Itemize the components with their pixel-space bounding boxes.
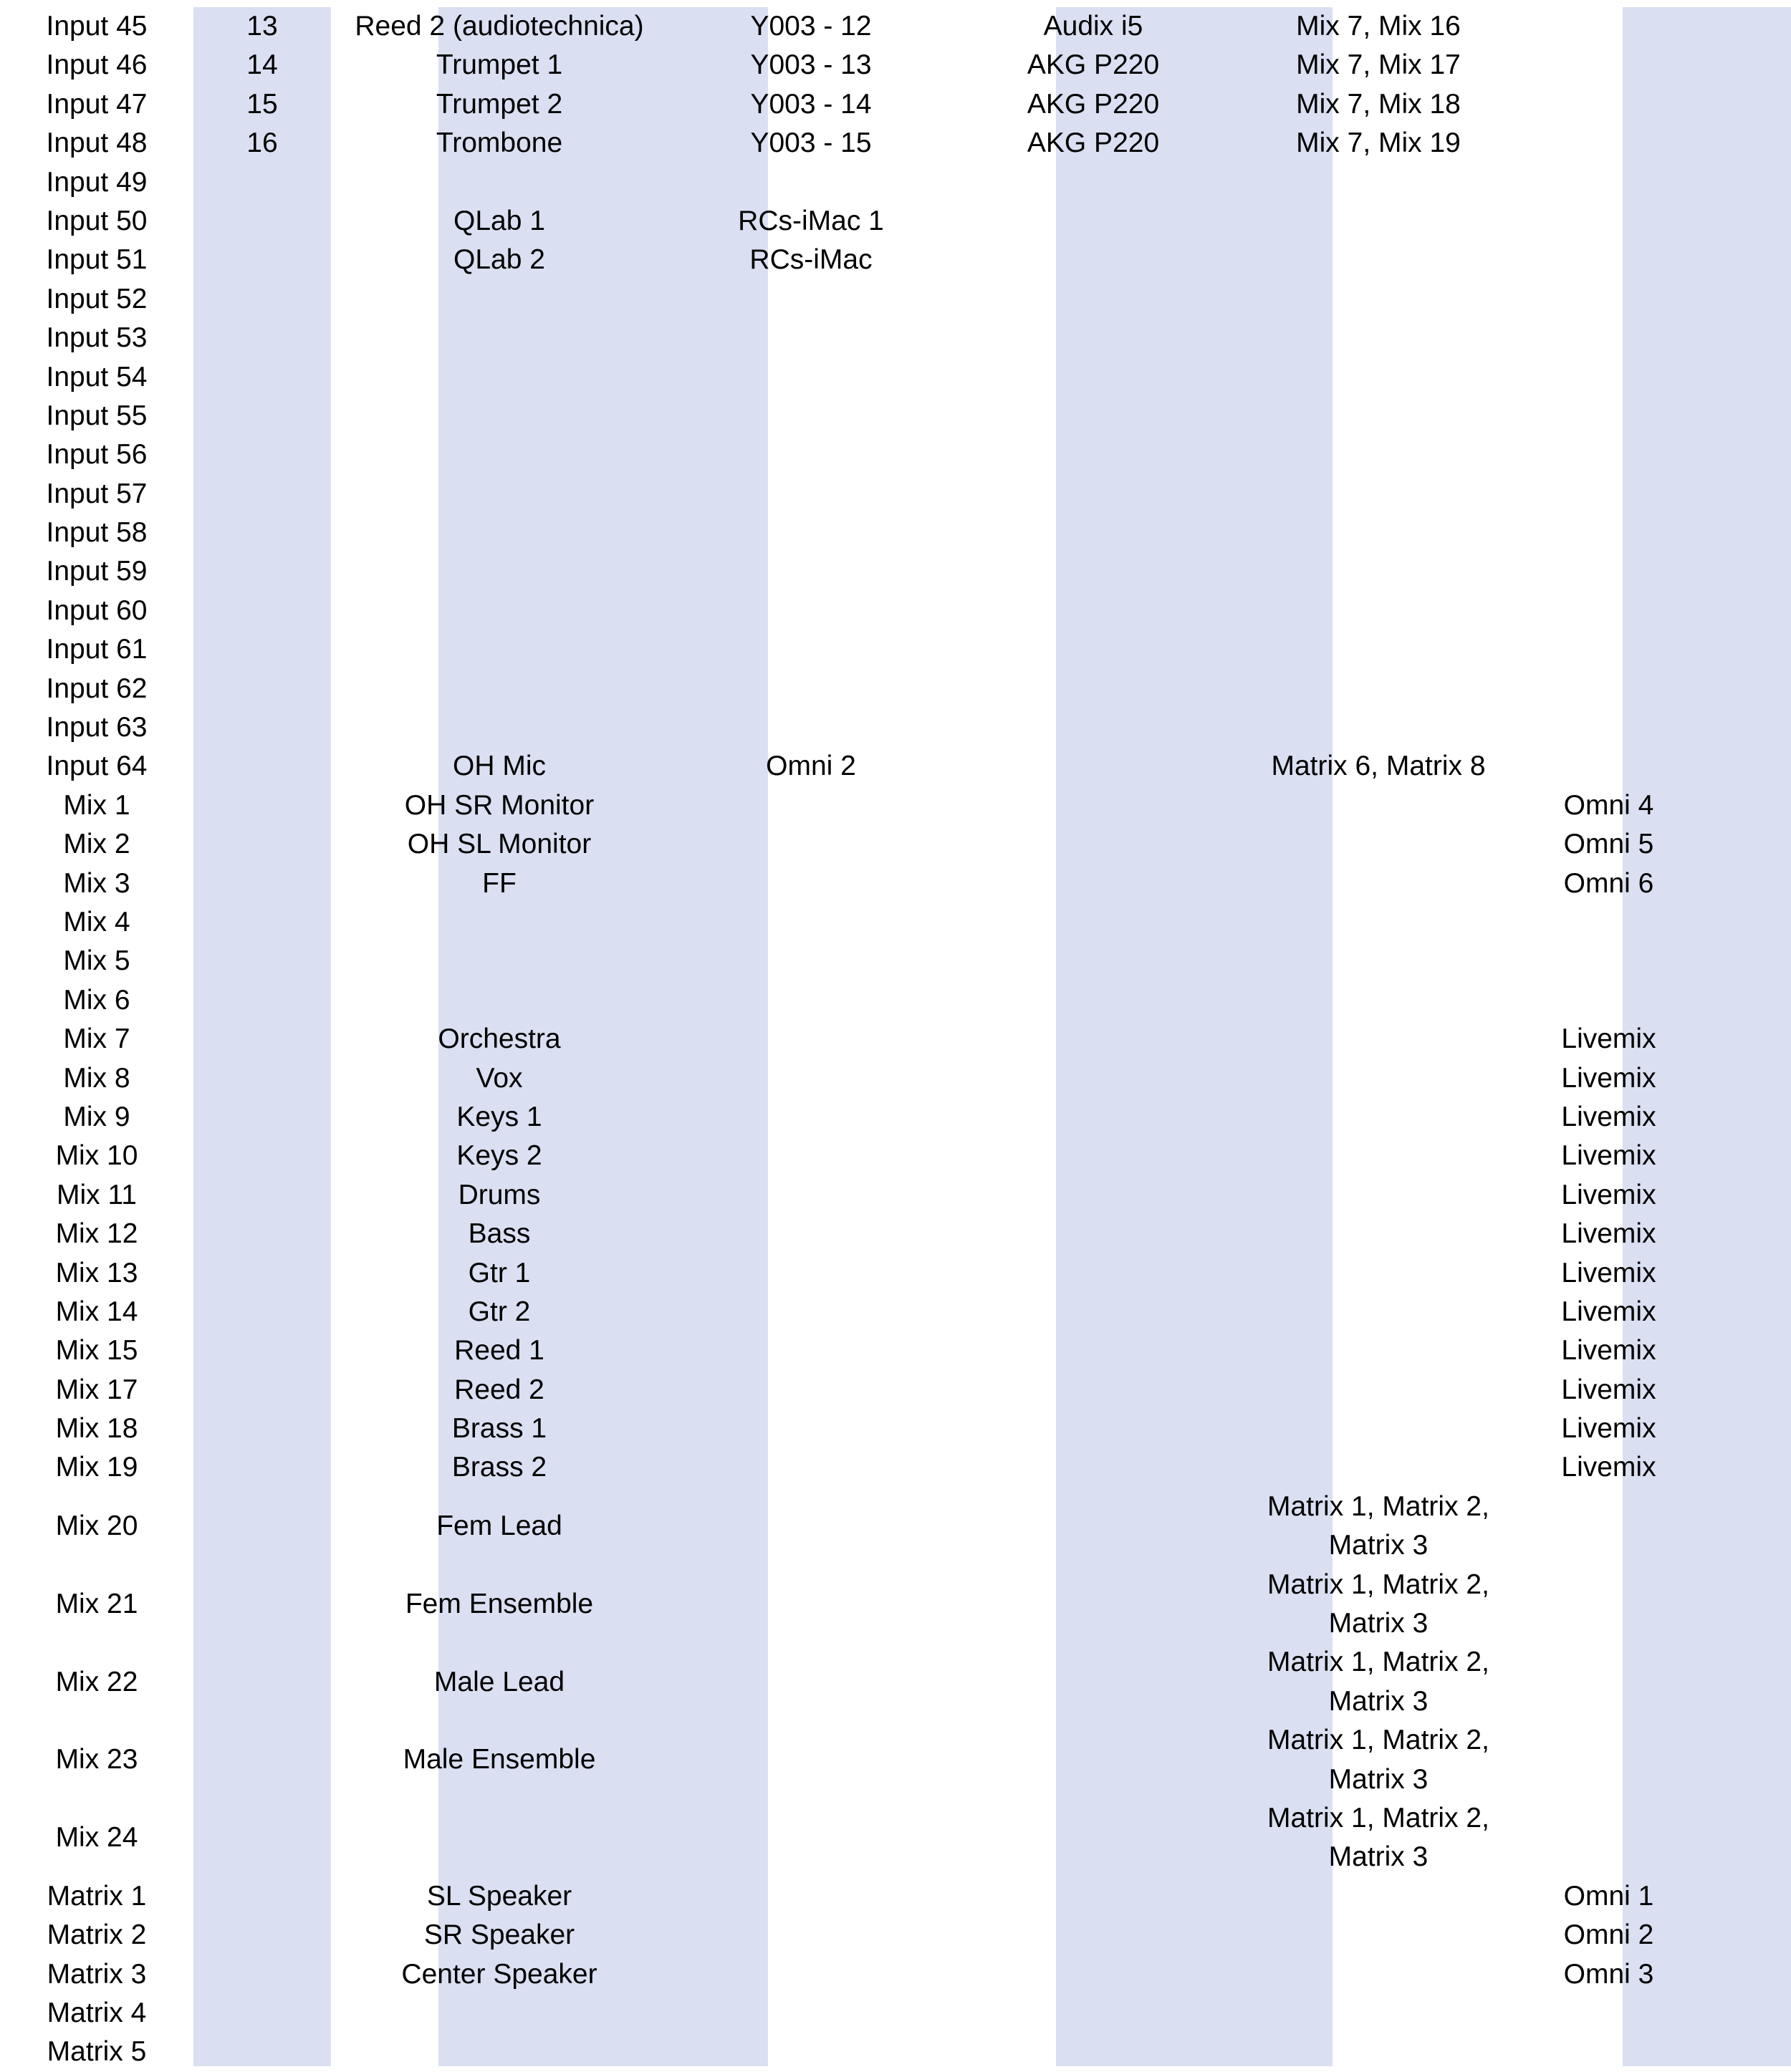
cell-output[interactable]: Livemix (1561, 1179, 1656, 1210)
cell-mic[interactable]: AKG P220 (1027, 127, 1160, 159)
cell-name[interactable]: Vox (476, 1062, 523, 1094)
cell-channel[interactable]: Mix 4 (63, 906, 130, 938)
cell-output[interactable]: Livemix (1561, 1296, 1656, 1327)
cell-name[interactable]: OH SL Monitor (407, 829, 592, 860)
table-row (0, 319, 1791, 357)
table-row (0, 981, 1791, 1020)
table-row (0, 1916, 1791, 1955)
cell-name[interactable]: SR Speaker (423, 1919, 575, 1951)
cell-channel[interactable]: Input 45 (46, 11, 148, 42)
table-row (0, 630, 1791, 669)
table-row (0, 1215, 1791, 1253)
table-row (0, 46, 1791, 85)
cell-name[interactable]: QLab 2 (453, 244, 545, 276)
cell-source[interactable]: Y003 - 15 (750, 127, 872, 159)
cell-channel[interactable]: Mix 5 (63, 945, 130, 977)
cell-channel[interactable]: Mix 14 (55, 1296, 138, 1327)
cell-channel[interactable]: Input 57 (46, 478, 148, 509)
cell-sends[interactable]: Matrix 1, Matrix 2, Matrix 3 (1267, 1725, 1489, 1795)
table-row (0, 552, 1791, 591)
cell-output[interactable]: Omni 2 (1563, 1919, 1654, 1951)
table-row (0, 1254, 1791, 1293)
cell-channel[interactable]: Input 53 (46, 322, 148, 354)
cell-name[interactable]: Center Speaker (401, 1958, 597, 1990)
cell-channel[interactable]: Mix 13 (55, 1257, 138, 1288)
cell-num[interactable]: 16 (246, 127, 278, 159)
cell-channel[interactable]: Matrix 5 (47, 2036, 147, 2068)
table-row (0, 1293, 1791, 1331)
cell-name[interactable]: Keys 1 (456, 1101, 542, 1132)
cell-channel[interactable]: Input 46 (46, 49, 148, 81)
cell-output[interactable]: Livemix (1561, 1257, 1656, 1288)
table-row (0, 1994, 1791, 2033)
table-row (0, 1137, 1791, 1175)
cell-output[interactable]: Livemix (1561, 1062, 1656, 1094)
cell-name[interactable]: Male Lead (433, 1666, 565, 1697)
cell-output[interactable]: Omni 3 (1563, 1958, 1654, 1990)
cell-output[interactable]: Livemix (1561, 1101, 1656, 1132)
cell-sends[interactable]: Mix 7, Mix 16 (1296, 11, 1461, 42)
table-row (0, 397, 1791, 435)
cell-num[interactable]: 13 (246, 11, 278, 42)
cell-channel[interactable]: Matrix 1 (47, 1880, 147, 1912)
cell-sends[interactable]: Matrix 1, Matrix 2, Matrix 3 (1267, 1569, 1489, 1639)
cell-channel[interactable]: Input 62 (46, 673, 148, 704)
cell-mic[interactable]: AKG P220 (1027, 88, 1160, 120)
cell-name[interactable]: SL Speaker (426, 1880, 572, 1912)
cell-channel[interactable]: Mix 15 (55, 1335, 138, 1367)
cell-output[interactable]: Livemix (1561, 1374, 1656, 1405)
table-row (0, 592, 1791, 630)
cell-channel[interactable]: Input 63 (46, 712, 148, 743)
cell-output[interactable]: Livemix (1561, 1335, 1656, 1367)
cell-channel[interactable]: Input 55 (46, 400, 148, 431)
cell-output[interactable]: Omni 6 (1563, 867, 1654, 899)
cell-channel[interactable]: Matrix 3 (47, 1958, 147, 1990)
table-row (0, 7, 1791, 46)
cell-channel[interactable]: Input 50 (46, 205, 148, 236)
cell-name[interactable]: Gtr 2 (468, 1296, 531, 1327)
cell-name[interactable]: FF (482, 867, 517, 899)
cell-source[interactable]: Y003 - 14 (750, 88, 872, 120)
cell-name[interactable]: Trombone (436, 127, 563, 159)
cell-channel[interactable]: Mix 17 (55, 1374, 138, 1405)
cell-channel[interactable]: Mix 8 (63, 1062, 130, 1094)
table-row (0, 1488, 1791, 1566)
cell-channel[interactable]: Matrix 2 (47, 1919, 147, 1951)
table-row (0, 1721, 1791, 1799)
cell-name[interactable]: Bass (468, 1218, 531, 1250)
cell-channel[interactable]: Input 58 (46, 517, 148, 549)
table-row (0, 864, 1791, 903)
table-row (0, 475, 1791, 514)
table-row (0, 241, 1791, 279)
cell-output[interactable]: Livemix (1561, 1452, 1656, 1483)
cell-name[interactable]: OH SR Monitor (404, 789, 595, 821)
cell-output[interactable]: Omni 4 (1563, 789, 1654, 821)
cell-output[interactable]: Livemix (1561, 1140, 1656, 1172)
cell-name[interactable]: Reed 2 (audiotechnica) (355, 11, 644, 42)
cell-channel[interactable]: Input 51 (46, 244, 148, 276)
cell-source[interactable]: Y003 - 12 (750, 11, 872, 42)
cell-channel[interactable]: Mix 11 (57, 1179, 137, 1210)
table-row (0, 1448, 1791, 1487)
table-row (0, 786, 1791, 825)
cell-name[interactable]: Reed 2 (454, 1374, 544, 1405)
cell-channel[interactable]: Mix 2 (63, 829, 130, 860)
table-row (0, 1059, 1791, 1098)
cell-channel[interactable]: Mix 10 (55, 1140, 138, 1172)
table-row (0, 747, 1791, 786)
cell-channel[interactable]: Mix 19 (55, 1452, 138, 1483)
cell-channel[interactable]: Input 48 (46, 127, 148, 159)
cell-channel[interactable]: Input 47 (46, 88, 148, 120)
cell-sends[interactable]: Matrix 1, Matrix 2, Matrix 3 (1267, 1647, 1489, 1717)
cell-sends[interactable]: Matrix 1, Matrix 2, Matrix 3 (1267, 1803, 1489, 1873)
cell-channel[interactable]: Mix 9 (63, 1101, 130, 1132)
cell-name[interactable]: Trumpet 1 (436, 49, 563, 81)
cell-name[interactable]: Trumpet 2 (436, 88, 563, 120)
table-row (0, 670, 1791, 708)
cell-channel[interactable]: Mix 18 (55, 1413, 138, 1445)
cell-name[interactable]: Drums (458, 1179, 541, 1210)
table-row (0, 1566, 1791, 1644)
cell-channel[interactable]: Input 49 (46, 166, 148, 198)
cell-channel[interactable]: Input 59 (46, 556, 148, 587)
table-row (0, 1371, 1791, 1410)
table-row (0, 124, 1791, 163)
table-row (0, 708, 1791, 747)
cell-name[interactable]: Brass 1 (451, 1413, 547, 1445)
table-row (0, 358, 1791, 397)
cell-channel[interactable]: Mix 3 (63, 867, 130, 899)
cell-channel[interactable]: Input 60 (46, 594, 148, 626)
cell-num[interactable]: 14 (246, 49, 278, 81)
cell-sends[interactable]: Mix 7, Mix 19 (1296, 127, 1461, 159)
cell-num[interactable]: 15 (246, 88, 278, 120)
cell-source[interactable]: Omni 2 (766, 751, 856, 782)
table-row (0, 1955, 1791, 1994)
table-row (0, 1098, 1791, 1137)
table-row (0, 1331, 1791, 1370)
cell-output[interactable]: Omni 5 (1563, 829, 1654, 860)
cell-name[interactable]: Brass 2 (451, 1452, 547, 1483)
cell-channel[interactable]: Mix 24 (55, 1822, 138, 1854)
table-row (0, 1643, 1791, 1721)
table-row (0, 903, 1791, 942)
cell-source[interactable]: RCs-iMac 1 (738, 205, 884, 236)
cell-name[interactable]: QLab 1 (453, 205, 545, 236)
cell-channel[interactable]: Mix 22 (55, 1666, 138, 1697)
table-row (0, 1799, 1791, 1877)
cell-name[interactable]: Orchestra (438, 1023, 561, 1055)
table-row (0, 202, 1791, 241)
table-row (0, 85, 1791, 124)
table-row (0, 1176, 1791, 1215)
cell-channel[interactable]: Input 64 (46, 751, 148, 782)
cell-channel[interactable]: Input 52 (46, 283, 148, 314)
cell-mic[interactable]: Audix i5 (1043, 11, 1143, 42)
cell-sends[interactable]: Mix 7, Mix 18 (1296, 88, 1461, 120)
table-row (0, 280, 1791, 319)
cell-output[interactable]: Livemix (1561, 1218, 1656, 1250)
cell-name[interactable]: OH Mic (453, 751, 546, 782)
cell-channel[interactable]: Mix 6 (63, 984, 130, 1016)
cell-name[interactable]: Gtr 1 (468, 1257, 531, 1288)
table-row (0, 1020, 1791, 1059)
table-row (0, 1877, 1791, 1916)
cell-output[interactable]: Livemix (1561, 1023, 1656, 1055)
cell-channel[interactable]: Input 61 (46, 634, 148, 665)
cell-source[interactable]: RCs-iMac (749, 244, 873, 276)
table-row (0, 825, 1791, 864)
cell-channel[interactable]: Input 54 (46, 361, 148, 392)
cell-sends[interactable]: Matrix 6, Matrix 8 (1271, 751, 1486, 782)
table-row (0, 942, 1791, 980)
cell-name[interactable]: Male Ensemble (403, 1744, 596, 1775)
cell-channel[interactable]: Mix 23 (55, 1744, 138, 1775)
cell-sends[interactable]: Matrix 1, Matrix 2, Matrix 3 (1267, 1490, 1489, 1561)
cell-name[interactable]: Reed 1 (454, 1335, 544, 1367)
cell-name[interactable]: Fem Ensemble (405, 1588, 594, 1619)
cell-output[interactable]: Livemix (1561, 1413, 1656, 1445)
table-row (0, 163, 1791, 202)
table-row (0, 435, 1791, 474)
table-row (0, 1410, 1791, 1448)
cell-name[interactable]: Keys 2 (456, 1140, 542, 1172)
cell-channel[interactable]: Mix 12 (55, 1218, 138, 1250)
cell-output[interactable]: Omni 1 (1563, 1880, 1654, 1912)
table-row (0, 514, 1791, 552)
cell-channel[interactable]: Mix 7 (63, 1023, 130, 1055)
spreadsheet-body (0, 7, 1791, 2072)
cell-channel[interactable]: Mix 20 (55, 1510, 138, 1542)
cell-sends[interactable]: Mix 7, Mix 17 (1296, 49, 1461, 81)
cell-channel[interactable]: Input 56 (46, 439, 148, 471)
cell-channel[interactable]: Mix 1 (63, 789, 130, 821)
cell-name[interactable]: Fem Lead (436, 1510, 562, 1542)
cell-mic[interactable]: AKG P220 (1027, 49, 1160, 81)
cell-channel[interactable]: Matrix 4 (47, 1998, 147, 2028)
cell-source[interactable]: Y003 - 13 (750, 49, 872, 81)
cell-channel[interactable]: Mix 21 (55, 1588, 138, 1619)
